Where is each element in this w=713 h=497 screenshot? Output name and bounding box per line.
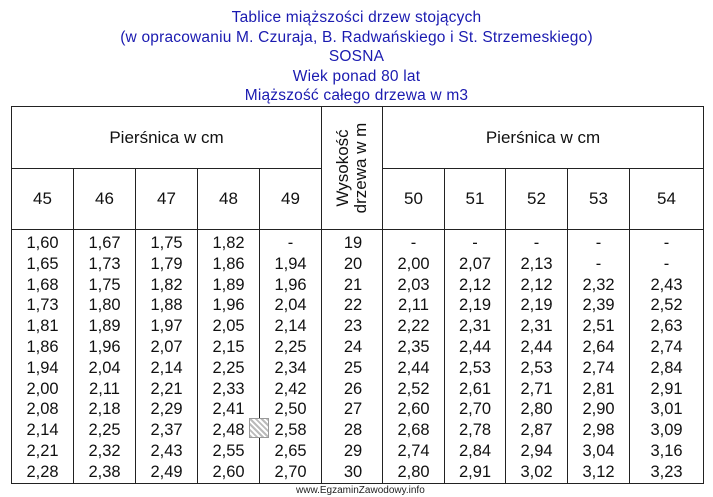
table-cell: 2,14 [26, 421, 59, 440]
table-cell: 2,51 [582, 317, 615, 336]
table-cell: 1,96 [274, 275, 307, 294]
table-cell: 1,79 [150, 254, 183, 273]
table-cell: - [410, 234, 417, 252]
table-cell: 2,13 [520, 254, 553, 273]
table-cell: 2,37 [150, 421, 183, 440]
title-species: SOSNA [328, 48, 385, 65]
table-cell: 2,65 [274, 441, 307, 460]
table-cell: 1,73 [88, 254, 121, 273]
column-47 [136, 230, 198, 484]
table-cell: 2,42 [274, 379, 307, 398]
table-cell: 2,12 [520, 275, 553, 294]
table-cell: 2,53 [520, 358, 553, 377]
title-line-1: Tablice miąższości drzew stojących [231, 9, 482, 26]
table-cell: 2,43 [150, 441, 183, 460]
table-cell: 2,63 [650, 317, 683, 336]
table-cell: 2,81 [582, 379, 615, 398]
column-54 [630, 230, 704, 484]
table-cell: 2,38 [88, 462, 121, 481]
height-header-line: Wysokość [333, 129, 352, 207]
table-cell: 28 [343, 421, 363, 440]
right-group-header: Pierśnica w cm [383, 107, 704, 169]
table-cell: 2,70 [274, 462, 307, 481]
column-header-46: 46 [74, 169, 136, 230]
table-cell: - [472, 234, 478, 252]
table-cell: 2,03 [397, 275, 430, 294]
column-header-52: 52 [506, 169, 568, 230]
table-cell: 2,41 [212, 400, 245, 419]
table-cell: 2,58 [274, 421, 307, 440]
column-header-49: 49 [260, 169, 322, 230]
column-header-53: 53 [568, 169, 630, 230]
table-cell: 2,74 [397, 441, 430, 460]
column-52 [506, 230, 568, 484]
table-cell: 2,48 [212, 421, 245, 440]
table-cell: 2,84 [650, 358, 683, 377]
table-cell: 1,89 [212, 275, 245, 294]
table-cell: 2,15 [212, 337, 245, 356]
table-cell: 2,52 [650, 296, 683, 315]
table-cell: 1,68 [26, 275, 59, 294]
table-cell: 1,86 [212, 254, 245, 273]
table-cell: - [663, 254, 670, 273]
table-cell: - [595, 254, 602, 273]
column-header-50: 50 [383, 169, 445, 230]
table-cell: 2,35 [397, 337, 430, 356]
table-cell: 2,64 [582, 337, 615, 356]
data-row [12, 230, 704, 484]
table-cell: 2,53 [458, 358, 492, 377]
column-48 [198, 230, 260, 484]
table-cell: 1,86 [26, 337, 59, 356]
table-cell: 2,91 [650, 379, 683, 398]
table-cell: 2,49 [150, 462, 183, 481]
table-cell: 2,25 [212, 358, 245, 377]
column-header-54: 54 [630, 169, 704, 230]
table-cell: 2,33 [212, 379, 245, 398]
table-cell: 30 [343, 462, 363, 481]
table-cell: 2,44 [458, 337, 492, 356]
table-cell: 2,07 [458, 254, 492, 273]
table-cell: 2,80 [397, 462, 430, 481]
table-cell: 2,19 [520, 296, 553, 315]
column-header-48: 48 [198, 169, 260, 230]
column-49 [260, 230, 322, 484]
table-cell: 2,19 [458, 296, 492, 315]
table-cell: 2,25 [88, 421, 121, 440]
table-cell: 3,04 [582, 441, 615, 460]
table-cell: 27 [343, 400, 363, 419]
table-cell: 2,29 [150, 400, 183, 419]
table-cell: 1,67 [88, 234, 121, 252]
table-cell: 2,70 [458, 400, 492, 419]
table-cell: - [663, 234, 670, 252]
footer-url: www.EgzaminZawodowy.info [296, 485, 425, 496]
table-cell: 3,01 [650, 400, 683, 419]
table-cell: 20 [343, 254, 363, 273]
table-cell: 2,00 [26, 379, 59, 398]
table-cell: 2,34 [274, 358, 307, 377]
table-cell: 2,21 [26, 441, 59, 460]
table-cell: 24 [343, 337, 363, 356]
table-cell: 1,97 [150, 317, 183, 336]
column-45 [12, 230, 74, 484]
table-cell: 2,32 [582, 275, 615, 294]
table-cell: 1,60 [26, 234, 59, 252]
table-cell: 2,84 [458, 441, 492, 460]
title-unit: Miąższość całego drzewa w m3 [244, 87, 469, 104]
watermark-stamp [249, 418, 269, 438]
table-cell: 1,82 [150, 275, 183, 294]
table-cell: 2,78 [458, 421, 492, 440]
table-cell: 2,71 [520, 379, 553, 398]
table-cell: 2,04 [274, 296, 307, 315]
table-cell: 29 [343, 441, 363, 460]
height-header-line: drzewa w m [351, 122, 370, 214]
table-cell: 2,98 [582, 421, 615, 440]
table-cell: 2,22 [397, 317, 430, 336]
left-group-header: Pierśnica w cm [12, 107, 322, 169]
table-cell: 2,55 [212, 441, 245, 460]
table-cell: 1,94 [26, 358, 59, 377]
table-cell: 3,02 [520, 462, 553, 481]
column-53 [568, 230, 630, 484]
volume-table [11, 106, 704, 484]
table-cell: 21 [343, 275, 363, 294]
table-cell: 26 [343, 379, 363, 398]
table-cell: 2,50 [274, 400, 307, 419]
table-cell: 3,09 [650, 421, 683, 440]
column-46 [74, 230, 136, 484]
table-cell: 1,88 [150, 296, 183, 315]
table-cell: 2,43 [650, 275, 683, 294]
table-cell: 1,65 [26, 254, 59, 273]
table-cell: 25 [343, 358, 363, 377]
table-cell: 1,73 [26, 296, 59, 315]
table-cell: 2,94 [520, 441, 553, 460]
table-cell: 2,60 [397, 400, 430, 419]
table-cell: 2,91 [458, 462, 492, 481]
title-line-2: (w opracowaniu M. Czuraja, B. Radwańskiego i St. Strzemeskiego) [120, 28, 593, 46]
column-51 [445, 230, 506, 484]
column-height [322, 230, 383, 484]
title-age: Wiek ponad 80 lat [292, 67, 421, 85]
height-header [322, 107, 383, 230]
table-cell: 3,12 [582, 462, 615, 481]
table-cell: 2,61 [458, 379, 492, 398]
table-cell: 2,74 [582, 358, 615, 377]
table-cell: 2,25 [274, 337, 307, 356]
table-cell: 2,52 [397, 379, 430, 398]
table-cell: 2,11 [398, 296, 429, 315]
table-cell: 2,28 [26, 462, 59, 481]
table-cell: 23 [343, 317, 363, 336]
table-cell: 2,44 [397, 358, 430, 377]
table-cell: 2,44 [520, 337, 553, 356]
column-50 [383, 230, 445, 484]
column-header-51: 51 [445, 169, 506, 230]
table-cell: - [533, 234, 540, 252]
title-block [0, 8, 713, 106]
table-cell: 19 [343, 234, 363, 252]
table-cell: 2,04 [88, 358, 121, 377]
table-cell: 2,14 [150, 358, 183, 377]
table-cell: 2,39 [582, 296, 615, 315]
table-cell: 3,16 [650, 441, 683, 460]
table-cell: - [287, 234, 294, 252]
table-cell: 1,75 [150, 234, 183, 252]
table-cell: 2,87 [520, 421, 553, 440]
table-cell: 2,80 [520, 400, 553, 419]
column-header-45: 45 [12, 169, 74, 230]
table-cell: 2,12 [458, 275, 492, 294]
table-cell: 2,21 [150, 379, 183, 398]
table-cell: 1,82 [212, 234, 245, 252]
table-cell: 1,94 [274, 254, 307, 273]
table-cell: 2,32 [88, 441, 121, 460]
table-cell: - [595, 234, 602, 252]
table-cell: 2,74 [650, 337, 683, 356]
table-cell: 1,75 [88, 275, 121, 294]
table-cell: 1,96 [212, 296, 245, 315]
table-cell: 3,23 [650, 462, 683, 481]
table-cell: 2,05 [212, 317, 245, 336]
table-cell: 2,31 [520, 317, 553, 336]
table-cell: 2,68 [397, 421, 430, 440]
table-cell: 2,00 [397, 254, 430, 273]
column-header-47: 47 [136, 169, 198, 230]
table-cell: 2,08 [26, 400, 59, 419]
height-header-label [334, 123, 370, 214]
table-cell: 1,89 [88, 317, 121, 336]
table-cell: 1,80 [88, 296, 121, 315]
table-cell: 22 [343, 296, 363, 315]
table-cell: 2,07 [150, 337, 183, 356]
table-cell: 2,90 [582, 400, 615, 419]
table-cell: 1,96 [88, 337, 121, 356]
table-cell: 2,60 [212, 462, 245, 481]
table-cell: 2,18 [88, 400, 121, 419]
table-cell: 2,14 [274, 317, 307, 336]
table-cell: 2,11 [89, 379, 120, 398]
table-cell: 1,81 [26, 317, 59, 336]
table-cell: 2,31 [458, 317, 492, 336]
